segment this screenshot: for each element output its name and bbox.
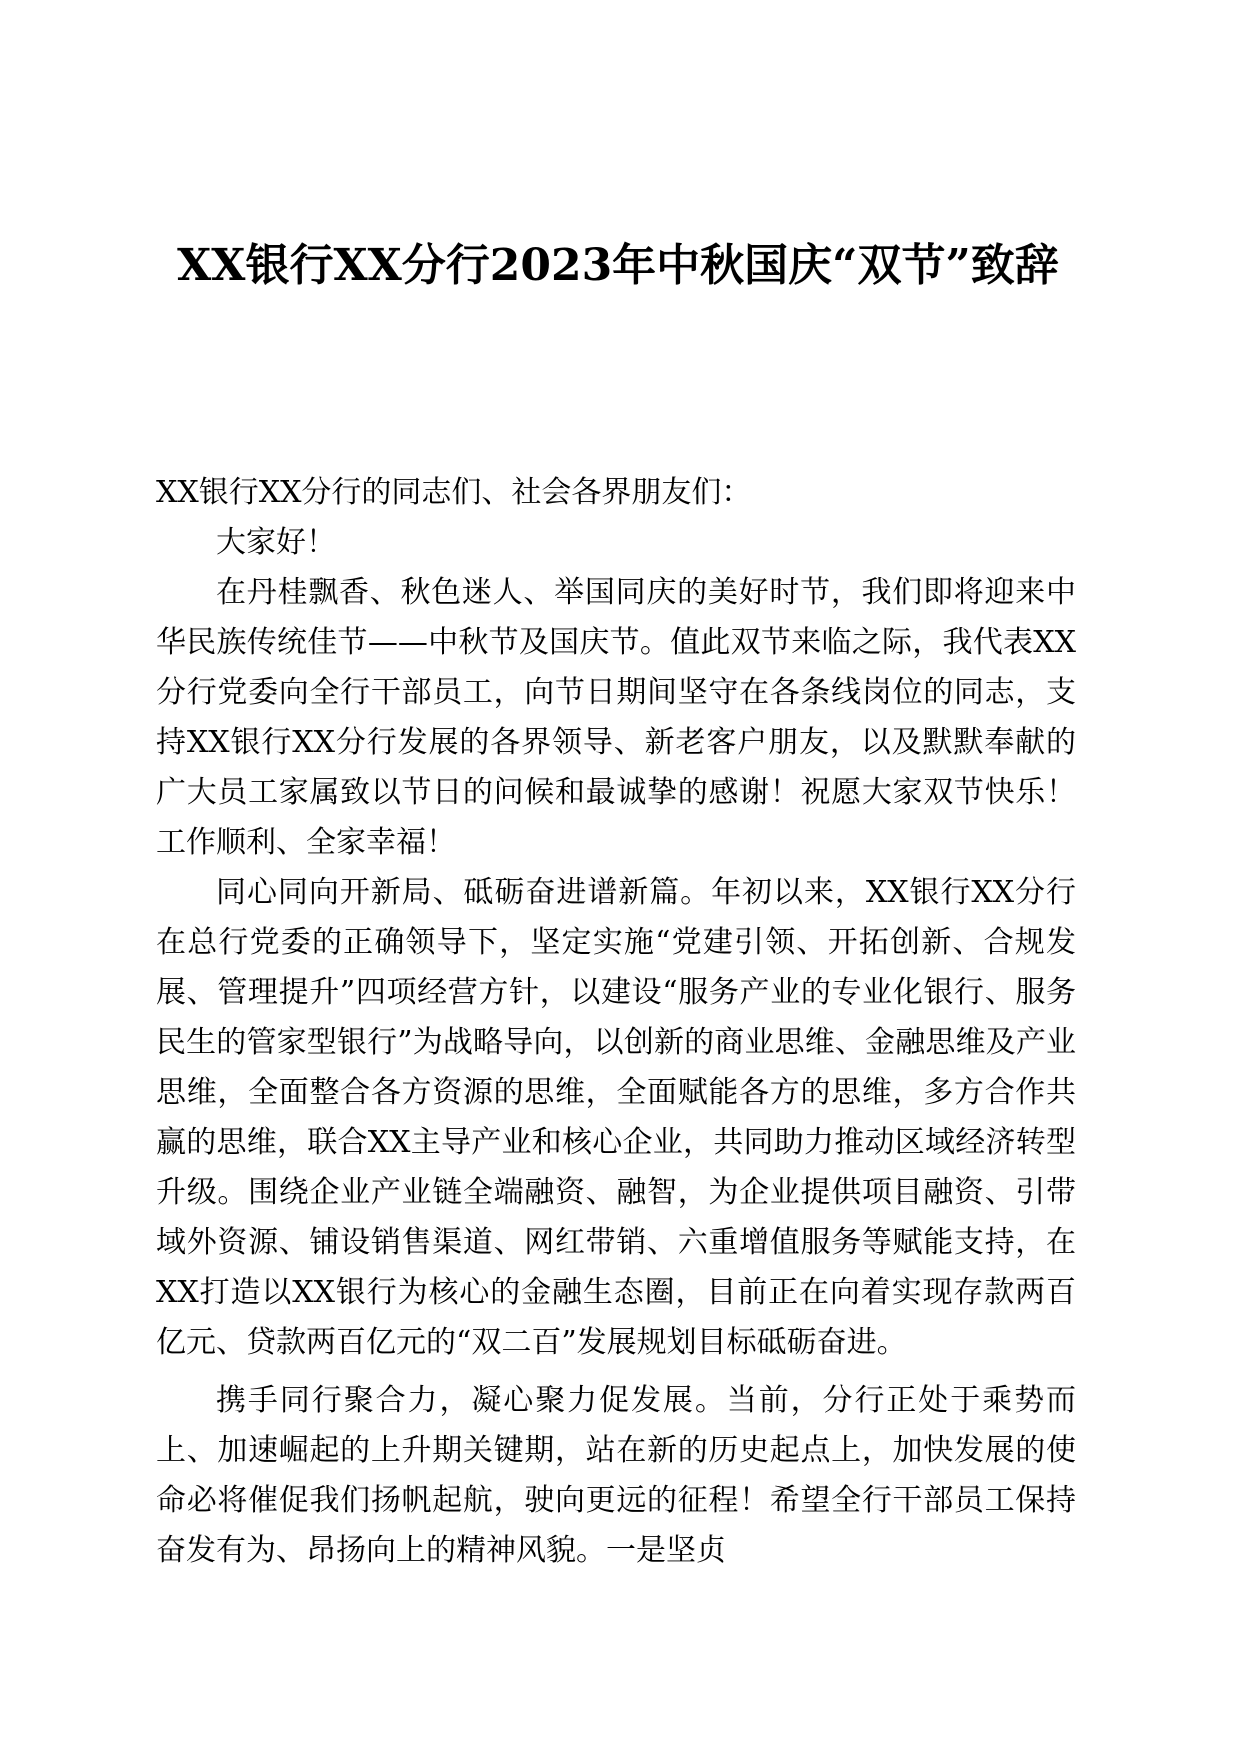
greeting: 大家好！ [216, 525, 336, 560]
paragraph-future-outlook: 携手同行聚合力，凝心聚力促发展。当前，分行正处于乘势而上、加速崛起的上升期关键期，站在新的历史起点上，加快发展的使命必将催促我们扬帆起航，驶向更远的征程！希望全行干部员工保持奋发有为、昂扬向上的精神风貌。一是坚贞 [156, 1383, 1076, 1568]
paragraph-development-review: 同心同向开新局、砥砺奋进谱新篇。年初以来，XX银行XX分行在总行党委的正确领导下，坚定实施“党建引领、开拓创新、合规发展、管理提升”四项经营方针，以建设“服务产业的专业化银行、服务民生的管家型银行”为战略导向，以创新的商业思维、金融思维及产业思维，全面整合各方资源的思维，全面赋能各方的思维，多方合作共赢的思维，联合XX主导产业和核心企业，共同助力推动区域经济转型升级。围绕企业产业链全端融资、融智，为企业提供项目融资、引带域外资源、铺设销售渠道、网红带销、六重增值服务等赋能支持，在XX打造以XX银行为核心的金融生态圈，目前正在向着实现存款两百亿元、贷款两百亿元的“双二百”发展规划目标砥砺奋进。 [156, 875, 1076, 1360]
salutation: XX银行XX分行的同志们、社会各界朋友们： [156, 475, 752, 510]
document-title: XX银行XX分行2023年中秋国庆“双节”致辞 [177, 240, 1059, 291]
paragraph-holiday-wishes: 在丹桂飘香、秋色迷人、举国同庆的美好时节，我们即将迎来中华民族传统佳节——中秋节及国庆节。值此双节来临之际，我代表XX分行党委向全行干部员工，向节日期间坚守在各条线岗位的同志，支持XX银行XX分行发展的各界领导、新老客户朋友，以及默默奉献的广大员工家属致以节日的问候和最诚挚的感谢！祝愿大家双节快乐！工作顺利、全家幸福！ [156, 575, 1076, 860]
document-body [156, 468, 1076, 1576]
